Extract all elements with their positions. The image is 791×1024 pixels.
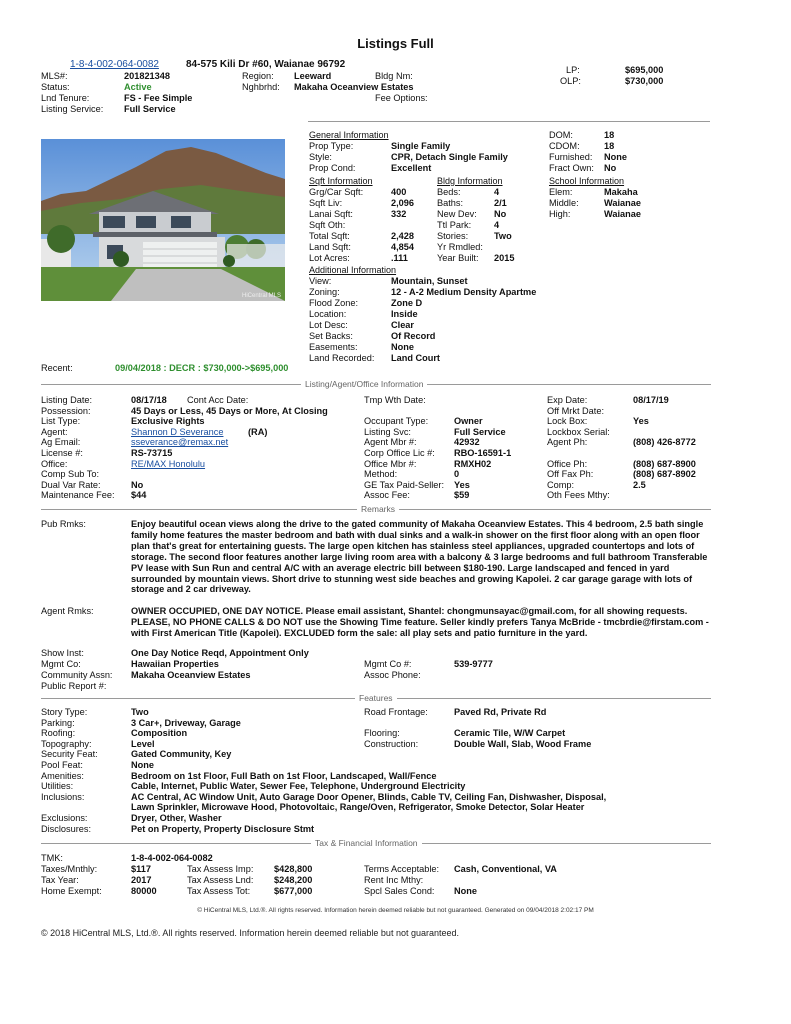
- listing-value: $59: [454, 490, 470, 501]
- mgmt-co-value: Hawaiian Properties: [131, 659, 219, 669]
- tax-assess-tot-label: Tax Assess Tot:: [187, 886, 251, 896]
- olp-label: OLP:: [560, 76, 581, 86]
- bldg-row-label: Yr Rmdled:: [437, 242, 483, 252]
- listing-label: Oth Fees Mthy:: [547, 490, 610, 501]
- feature-label: Story Type:: [41, 707, 88, 717]
- listing-label: Assoc Fee:: [364, 490, 410, 501]
- listing-value: 45 Days or Less, 45 Days or More, At Closing: [131, 405, 328, 416]
- listing-value: (808) 687-8902: [633, 469, 696, 480]
- additional-row-value: Zone D: [391, 298, 423, 308]
- additional-row-value: Mountain, Sunset: [391, 276, 468, 286]
- prop-cond-label: Prop Cond:: [309, 163, 356, 173]
- tmk-value: 1-8-4-002-064-0082: [131, 853, 213, 863]
- mgmt-co-no-value: 539-9777: [454, 659, 493, 669]
- listing-label: Off Fax Ph:: [547, 469, 594, 480]
- bldg-row-label: Stories:: [437, 231, 469, 241]
- listing-label: Ag Email:: [41, 437, 81, 448]
- feature-value: AC Central, AC Window Unit, Auto Garage Door Opener, Blinds, Cable TV, Ceiling Fan, Dishwasher, Disposal,: [131, 791, 607, 802]
- mgmt-co-label: Mgmt Co:: [41, 659, 81, 669]
- school-heading: School Information: [549, 176, 625, 186]
- assoc-phone-label: Assoc Phone:: [364, 670, 421, 680]
- footer-copyright: © 2018 HiCentral MLS, Ltd.®. All rights reserved. Information herein deemed reliable but not guaranteed.: [41, 928, 459, 938]
- agent-name-link[interactable]: Shannon D Severance: [131, 426, 224, 437]
- terms-label: Terms Acceptable:: [364, 864, 440, 874]
- pub-remarks-label: Pub Rmks:: [41, 519, 86, 529]
- page-title: Listings Full: [357, 36, 434, 51]
- feature-value: Level: [131, 738, 155, 749]
- additional-row-label: Location:: [309, 309, 347, 319]
- mgmt-co-no-label: Mgmt Co #:: [364, 659, 412, 669]
- listing-value: Full Service: [454, 426, 506, 437]
- additional-row-label: Flood Zone:: [309, 298, 359, 308]
- listing-label: Agent Ph:: [547, 437, 588, 448]
- sqft-row-value: 332: [391, 209, 407, 219]
- nbhd-value: Makaha Oceanview Estates: [294, 82, 414, 92]
- feature-label: Topography:: [41, 738, 92, 749]
- tax-assess-lnd-label: Tax Assess Lnd:: [187, 875, 254, 885]
- bldg-row-value: No: [494, 209, 507, 219]
- office-link[interactable]: RE/MAX Honolulu: [131, 458, 206, 469]
- bldg-row-value: 2/1: [494, 198, 507, 208]
- home-exempt-value: 80000: [131, 886, 157, 896]
- listing-value: 42932: [454, 437, 480, 448]
- listing-label: Listing Svc:: [364, 426, 411, 437]
- listing-label: License #:: [41, 448, 83, 458]
- construction-value: Double Wall, Slab, Wood Frame: [454, 739, 592, 749]
- sqft-heading: Sqft Information: [309, 176, 373, 186]
- listing-label: Office:: [41, 458, 68, 469]
- listing-label: Off Mrkt Date:: [547, 405, 605, 416]
- region-value: Leeward: [294, 71, 332, 81]
- listing-label: Listing Date:: [41, 395, 93, 405]
- fract-own-label: Fract Own:: [549, 163, 594, 173]
- agent-email-link[interactable]: sseverance@remax.net: [131, 437, 229, 448]
- listing-label: Possession:: [41, 405, 91, 416]
- feature-value: 3 Car+, Driveway, Garage: [131, 717, 241, 728]
- features-section-title: Features: [355, 693, 397, 703]
- listing-value: 2.5: [633, 479, 646, 490]
- listing-label: Agent Mbr #:: [364, 437, 417, 448]
- listing-value: (808) 687-8900: [633, 458, 696, 469]
- additional-row-value: 12 - A-2 Medium Density Apartme: [391, 287, 537, 297]
- sqft-row-label: Lanai Sqft:: [309, 209, 353, 219]
- school-row-value: Waianae: [604, 209, 641, 219]
- feature-label: Amenities:: [41, 770, 84, 781]
- photo-watermark: HiCentral MLS: [241, 293, 281, 299]
- additional-row-value: Inside: [391, 309, 418, 319]
- status-label: Status:: [41, 82, 70, 92]
- feature-label: Exclusions:: [41, 813, 88, 823]
- listing-value: 08/17/19: [633, 395, 669, 405]
- additional-row-label: Zoning:: [309, 287, 340, 297]
- dom-value: 18: [604, 130, 615, 140]
- feature-value: Gated Community, Key: [131, 749, 232, 760]
- furnished-value: None: [604, 152, 627, 162]
- feature-label: Security Feat:: [41, 749, 98, 760]
- additional-row-value: None: [391, 342, 414, 352]
- bldg-row-value: 2015: [494, 253, 515, 263]
- prop-cond-value: Excellent: [391, 163, 432, 173]
- tax-assess-imp-label: Tax Assess Imp:: [187, 864, 254, 874]
- home-exempt-label: Home Exempt:: [41, 886, 102, 896]
- tax-assess-tot-value: $677,000: [274, 886, 313, 896]
- furnished-label: Furnished:: [549, 152, 593, 162]
- spcl-sales-value: None: [454, 886, 477, 896]
- status-value: Active: [124, 82, 152, 92]
- listing-label: Corp Office Lic #:: [364, 447, 435, 458]
- mls-value: 201821348: [124, 71, 170, 81]
- listing-value: Exclusive Rights: [131, 416, 205, 427]
- listing-label: Office Ph:: [547, 458, 588, 469]
- listing-label: Method:: [364, 469, 398, 480]
- feature-value: Lawn Sprinkler, Microwave Hood, Photovoltaic, Range/Oven, Refrigerator, Smoke Detector, Solar Heater: [131, 802, 585, 813]
- fract-own-value: No: [604, 163, 617, 173]
- listing-section-title: Listing/Agent/Office Information: [301, 379, 427, 389]
- additional-row-label: Lot Desc:: [309, 320, 348, 330]
- tmk-label: TMK:: [41, 853, 63, 863]
- bldg-row-label: Ttl Park:: [437, 220, 472, 230]
- agent-suffix: (RA): [248, 426, 268, 437]
- sqft-row-value: 400: [391, 187, 407, 197]
- school-row-label: Elem:: [549, 187, 573, 197]
- tax-year-value: 2017: [131, 875, 152, 885]
- listing-label: Occupant Type:: [364, 416, 429, 427]
- prop-type-label: Prop Type:: [309, 141, 354, 151]
- footer-small-notice: © HiCentral MLS, Ltd.®. All rights reserved. Information herein deemed reliable but not guaranteed. Generated on 09/04/2018 2:02:17 PM: [197, 907, 594, 914]
- house-photo-image: [41, 139, 285, 301]
- lp-label: LP:: [566, 65, 580, 75]
- sqft-row-label: Grg/Car Sqft:: [309, 187, 364, 197]
- cdom-label: CDOM:: [549, 141, 580, 151]
- additional-row-value: Clear: [391, 320, 414, 330]
- additional-row-label: View:: [309, 276, 332, 286]
- bldg-row-value: 4: [494, 220, 500, 230]
- additional-row-label: Easements:: [309, 342, 358, 352]
- community-assn-value: Makaha Oceanview Estates: [131, 670, 251, 680]
- additional-heading: Additional Information: [309, 265, 397, 275]
- listing-label: Maintenance Fee:: [41, 490, 115, 501]
- olp-value: $730,000: [625, 76, 664, 86]
- feature-value: None: [131, 760, 154, 770]
- cdom-value: 18: [604, 141, 615, 151]
- rent-inc-label: Rent Inc Mthy:: [364, 875, 424, 885]
- pub-remarks-text: Enjoy beautiful ocean views along the drive to the gated community of Makaha Oceanview Estates. This 4 bedroom, 2.5 bath single family home features the master bedroom and bath with dual sinks and a walk-in shower on the first floor along with an open floor plan that's great for entertaining guests. The large open kitchen has stainless steel appliances, upgraded countertops and lots of storage. The second floor features another large living room area with a balcony & 3 large bedrooms and full bathroom Transferable PV lease with Sun Run and central A/C with an average electric bill between $180-190. Large landscaped and fenced in yard surrounded by mountain views. Short drive to stunning west side beaches and growing Kapolei. 2 car garage garage with lots of storage and 2 car driveway.: [131, 519, 708, 595]
- listing-label: Agent:: [41, 426, 68, 437]
- remarks-section-title: Remarks: [357, 504, 399, 514]
- tax-year-label: Tax Year:: [41, 875, 79, 885]
- sqft-row-label: Sqft Liv:: [309, 198, 343, 208]
- bldg-row-label: Year Built:: [437, 253, 479, 263]
- cont-acc-label: Cont Acc Date:: [187, 395, 249, 405]
- flooring-value: Ceramic Tile, W/W Carpet: [454, 728, 566, 738]
- community-assn-label: Community Assn:: [41, 670, 113, 680]
- bldg-name-label: Bldg Nm:: [375, 71, 413, 81]
- feature-value: Cable, Internet, Public Water, Sewer Fee, Telephone, Underground Electricity: [131, 781, 466, 792]
- listing-label: Comp Sub To:: [41, 469, 100, 480]
- spcl-sales-label: Spcl Sales Cond:: [364, 886, 435, 896]
- feature-value: Composition: [131, 728, 188, 739]
- bldg-heading: Bldg Information: [437, 176, 503, 186]
- sqft-row-value: 2,428: [391, 231, 414, 241]
- feature-value: Bedroom on 1st Floor, Full Bath on 1st Floor, Landscaped, Wall/Fence: [131, 770, 437, 781]
- additional-row-label: Set Backs:: [309, 331, 353, 341]
- recent-value: 09/04/2018 : DECR : $730,000->$695,000: [115, 363, 289, 373]
- listing-value: RMXH02: [454, 458, 492, 469]
- feature-label: Utilities:: [41, 781, 74, 792]
- public-report-label: Public Report #:: [41, 681, 107, 691]
- service-value: Full Service: [124, 104, 176, 114]
- listing-value: Yes: [454, 479, 470, 490]
- road-frontage-label: Road Frontage:: [364, 707, 428, 717]
- recent-label: Recent:: [41, 363, 73, 373]
- construction-label: Construction:: [364, 739, 419, 749]
- agent-remarks-text: OWNER OCCUPIED, ONE DAY NOTICE. Please email assistant, Shantel: chongmunsayac@gmail.com, for all showing requests. PLEASE, NO PHONE CALLS & DO NOT use the Showing Time feature. Seller kindly prefers Tanya McBride - tmcbrdie@firstam.com - with First American Title (Kapolei). EXCLUDED form the sale: all play sets and patio furniture in the yard.: [131, 606, 709, 638]
- listing-value: 08/17/18: [131, 395, 167, 405]
- sqft-row-value: .111: [391, 253, 408, 263]
- listing-value: RS-73715: [131, 448, 173, 458]
- listing-value: (808) 426-8772: [633, 437, 696, 448]
- show-inst-label: Show Inst:: [41, 648, 84, 658]
- sqft-row-label: Total Sqft:: [309, 231, 350, 241]
- school-row-label: Middle:: [549, 198, 579, 208]
- listing-label: Comp:: [547, 479, 575, 490]
- sqft-row-label: Lot Acres:: [309, 253, 350, 263]
- bldg-row-label: Baths:: [437, 198, 464, 208]
- additional-row-label: Land Recorded:: [309, 353, 375, 363]
- bldg-row-value: Two: [494, 231, 512, 241]
- agent-remarks-label: Agent Rmks:: [41, 606, 94, 616]
- sqft-row-label: Land Sqft:: [309, 242, 351, 252]
- mls-label: MLS#:: [41, 71, 68, 81]
- style-value: CPR, Detach Single Family: [391, 152, 508, 162]
- nbhd-label: Nghbrhd:: [242, 82, 280, 92]
- feature-label: Disclosures:: [41, 823, 92, 834]
- bldg-row-value: 4: [494, 187, 500, 197]
- listing-label: Office Mbr #:: [364, 458, 417, 469]
- feature-label: Roofing:: [41, 728, 76, 739]
- sqft-row-value: 2,096: [391, 198, 414, 208]
- school-row-label: High:: [549, 209, 571, 219]
- listing-label: Lockbox Serial:: [547, 426, 610, 437]
- property-address: 84-575 Kili Dr #60, Waianae 96792: [186, 59, 346, 70]
- road-frontage-value: Paved Rd, Private Rd: [454, 707, 547, 717]
- school-row-value: Waianae: [604, 198, 641, 208]
- region-label: Region:: [242, 71, 274, 81]
- tenure-label: Lnd Tenure:: [41, 93, 90, 103]
- tax-assess-imp-value: $428,800: [274, 864, 313, 874]
- tmp-wth-label: Tmp Wth Date:: [364, 395, 426, 405]
- show-inst-value: One Day Notice Reqd, Appointment Only: [131, 648, 309, 658]
- taxes-monthly-label: Taxes/Mnthly:: [41, 864, 98, 874]
- listing-value: Yes: [633, 416, 649, 427]
- dom-label: DOM:: [549, 130, 573, 140]
- property-photo: [41, 139, 285, 301]
- listing-value: 0: [454, 469, 460, 480]
- listing-label: List Type:: [41, 416, 81, 427]
- tax-section-title: Tax & Financial Information: [311, 838, 422, 848]
- tmk-link[interactable]: 1-8-4-002-064-0082: [70, 59, 159, 70]
- terms-value: Cash, Conventional, VA: [454, 864, 557, 874]
- bldg-row-label: Beds:: [437, 187, 461, 197]
- lp-value: $695,000: [625, 65, 664, 75]
- tenure-value: FS - Fee Simple: [124, 93, 193, 103]
- listing-value: Owner: [454, 416, 483, 427]
- feature-label: Inclusions:: [41, 791, 85, 802]
- listing-value: RBO-16591-1: [454, 447, 512, 458]
- service-label: Listing Service:: [41, 104, 104, 114]
- listing-label: Lock Box:: [547, 416, 588, 427]
- listing-label: GE Tax Paid-Seller:: [364, 479, 444, 490]
- bldg-row-label: New Dev:: [437, 209, 477, 219]
- additional-row-value: Of Record: [391, 331, 436, 341]
- additional-row-value: Land Court: [391, 353, 440, 363]
- feature-value: Pet on Property, Property Disclosure Stmt: [131, 823, 315, 834]
- flooring-label: Flooring:: [364, 728, 400, 738]
- header-divider: [308, 121, 710, 122]
- school-row-value: Makaha: [604, 187, 638, 197]
- tax-assess-lnd-value: $248,200: [274, 875, 313, 885]
- sqft-row-value: 4,854: [391, 242, 414, 252]
- fee-options-label: Fee Options:: [375, 93, 428, 103]
- general-info-heading: General Information: [309, 130, 389, 140]
- listing-label: Exp Date:: [547, 395, 588, 405]
- listing-value: $44: [131, 490, 147, 501]
- taxes-monthly-value: $117: [131, 864, 151, 874]
- listing-value: No: [131, 479, 144, 490]
- feature-value: Two: [131, 707, 149, 717]
- sqft-row-label: Sqft Oth:: [309, 220, 346, 230]
- style-label: Style:: [309, 152, 332, 162]
- feature-label: Pool Feat:: [41, 760, 83, 770]
- feature-label: Parking:: [41, 717, 75, 728]
- feature-value: Dryer, Other, Washer: [131, 813, 222, 823]
- prop-type-value: Single Family: [391, 141, 451, 151]
- listing-label: Dual Var Rate:: [41, 479, 101, 490]
